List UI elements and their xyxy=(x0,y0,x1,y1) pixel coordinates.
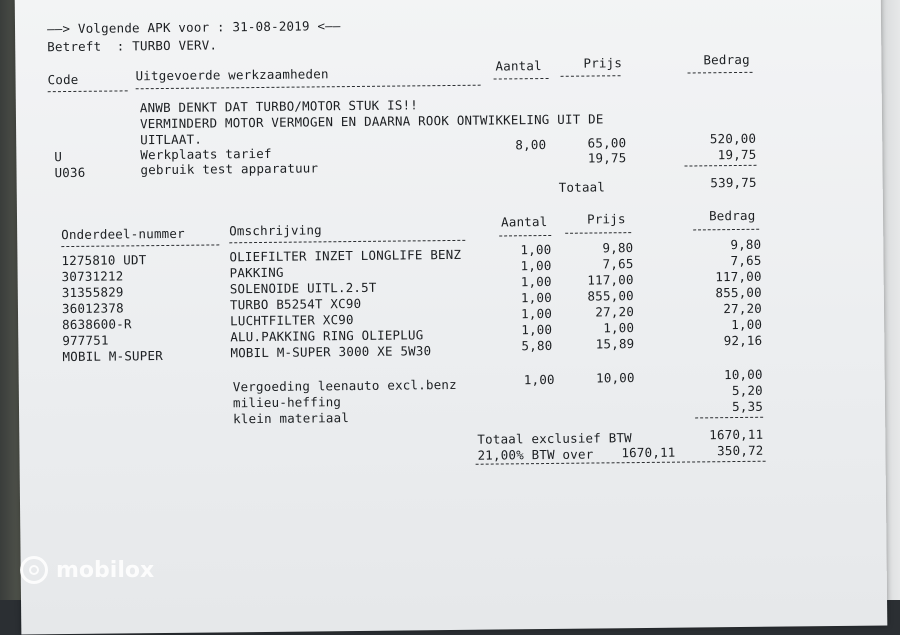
note-line: UITLAAT. xyxy=(140,131,203,148)
vat-base: 1670,11 xyxy=(621,444,676,461)
part-amount: 9,80 xyxy=(730,236,762,253)
row-qty: 8,00 xyxy=(515,136,547,153)
col-work-header: Uitgevoerde werkzaamheden xyxy=(135,66,329,84)
part-number: 8638600-R xyxy=(62,316,132,333)
col-amount-header: Bedrag xyxy=(708,207,756,224)
part-amount: 27,20 xyxy=(723,300,763,317)
part-price: 1,00 xyxy=(603,320,635,336)
part-desc: OLIEFILTER INZET LONGLIFE BENZ xyxy=(229,246,462,265)
part-price: 855,00 xyxy=(587,288,634,304)
part-price: 117,00 xyxy=(587,272,634,288)
part-desc: TURBO B5254T XC90 xyxy=(229,295,362,313)
row-desc: Werkplaats tarief xyxy=(140,145,272,163)
part-amount: 117,00 xyxy=(715,268,762,285)
total-excl-label: Totaal exclusief BTW xyxy=(477,430,632,447)
part-desc: ALU.PAKKING RING OLIEPLUG xyxy=(230,327,424,345)
part-number: 30731212 xyxy=(61,268,124,285)
header-underline-price xyxy=(565,232,631,234)
col-price-header: Prijs xyxy=(583,55,623,71)
extra-qty: 1,00 xyxy=(523,371,555,388)
part-desc: SOLENOIDE UITL.2.5T xyxy=(229,279,377,297)
part-number: 1275810 UDT xyxy=(61,252,147,269)
part-price: 27,20 xyxy=(595,304,635,320)
part-price: 15,89 xyxy=(595,336,635,352)
col-code-header: Code xyxy=(47,71,79,88)
part-desc: LUCHTFILTER XC90 xyxy=(230,312,354,329)
part-amount: 855,00 xyxy=(715,284,762,301)
apk-line: ——> Volgende APK voor : 31-08-2019 <—— xyxy=(46,18,341,37)
subtotal-underline xyxy=(685,165,757,167)
vat-value: 350,72 xyxy=(717,442,764,459)
header-underline-desc xyxy=(229,240,465,243)
vat-label: 21,00% BTW over xyxy=(477,446,594,463)
total-value: 539,75 xyxy=(710,174,757,191)
mobilox-logo-icon xyxy=(20,556,48,584)
part-number: MOBIL M-SUPER xyxy=(62,348,163,365)
header-underline-price xyxy=(561,75,621,77)
invoice-paper xyxy=(15,0,888,635)
sum-underline xyxy=(695,417,763,419)
watermark-text: mobilox xyxy=(56,557,155,583)
row-price: 19,75 xyxy=(587,150,627,166)
header-underline-amount xyxy=(693,229,759,231)
part-price: 7,65 xyxy=(602,256,634,272)
part-desc: PAKKING xyxy=(229,264,284,281)
part-qty: 1,00 xyxy=(520,257,552,274)
part-qty: 5,80 xyxy=(521,337,553,354)
col-part-header: Onderdeel-nummer xyxy=(61,225,185,243)
part-number: 31355829 xyxy=(61,284,124,301)
row-amount: 520,00 xyxy=(709,130,757,147)
col-qty-header: Aantal xyxy=(501,213,548,230)
header-underline-work xyxy=(136,85,481,90)
col-amount-header: Bedrag xyxy=(703,51,750,68)
part-price: 9,80 xyxy=(602,240,634,256)
header-underline-part xyxy=(61,244,219,247)
extra-desc: klein materiaal xyxy=(233,410,350,427)
extra-desc: Vergoeding leenauto excl.benz xyxy=(232,376,457,395)
header-underline-qty xyxy=(494,78,549,80)
subject-line: Betreft : TURBO VERV. xyxy=(47,37,218,55)
header-underline-amount xyxy=(688,72,753,74)
extra-amount: 5,20 xyxy=(731,382,763,399)
header-underline-qty xyxy=(499,235,551,237)
note-line: ANWB DENKT DAT TURBO/MOTOR STUK IS!! xyxy=(139,97,419,116)
part-amount: 92,16 xyxy=(723,332,763,349)
row-code: U036 xyxy=(54,164,86,181)
total-label: Totaal xyxy=(558,179,606,195)
part-amount: 1,00 xyxy=(731,316,763,333)
extra-amount: 10,00 xyxy=(723,366,763,383)
row-code: U xyxy=(54,149,63,165)
part-qty: 1,00 xyxy=(520,273,552,290)
extra-desc: milieu-heffing xyxy=(232,394,342,411)
row-desc: gebruik test apparatuur xyxy=(140,160,319,178)
part-qty: 1,00 xyxy=(521,321,553,338)
part-amount: 7,65 xyxy=(730,252,762,269)
col-desc-header: Omschrijving xyxy=(229,222,322,239)
part-desc: MOBIL M-SUPER 3000 XE 5W30 xyxy=(230,343,432,361)
total-excl-value: 1670,11 xyxy=(709,426,764,443)
note-line: VERMINDERD MOTOR VERMOGEN EN DAARNA ROOK ONTWIKKELING UIT DE xyxy=(139,111,604,132)
row-price: 65,00 xyxy=(587,135,627,151)
part-qty: 1,00 xyxy=(521,305,553,322)
extra-price: 10,00 xyxy=(596,370,635,386)
part-number: 977751 xyxy=(62,332,109,349)
part-qty: 1,00 xyxy=(520,289,552,306)
row-amount: 19,75 xyxy=(717,146,757,163)
extra-amount: 5,35 xyxy=(732,398,764,415)
part-qty: 1,00 xyxy=(520,241,552,258)
part-number: 36012378 xyxy=(61,300,124,317)
col-qty-header: Aantal xyxy=(495,58,542,74)
watermark xyxy=(20,556,154,584)
header-underline-code xyxy=(48,90,128,92)
col-price-header: Prijs xyxy=(586,211,626,227)
